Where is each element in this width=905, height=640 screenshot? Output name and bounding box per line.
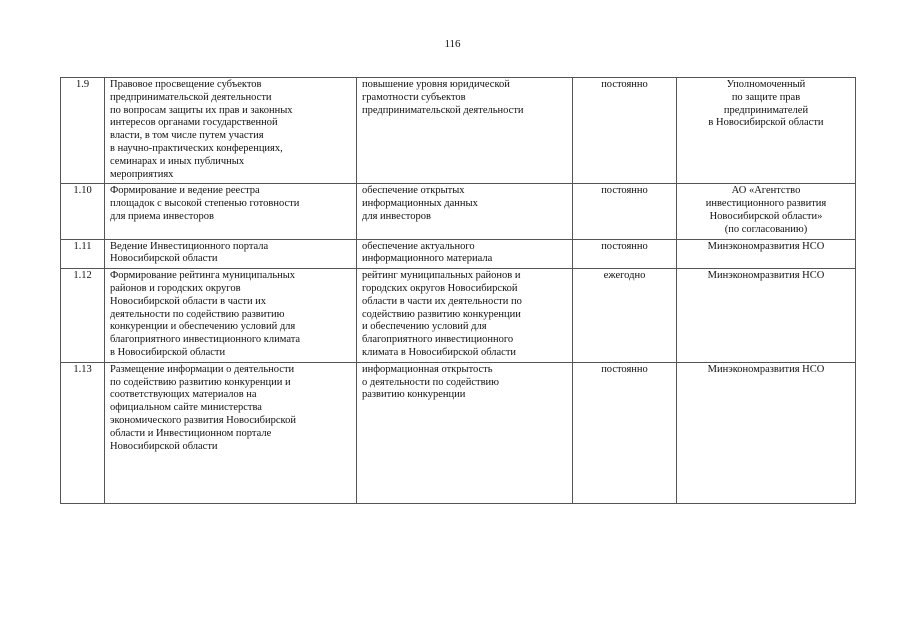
activity-cell: Ведение Инвестиционного портала Новосибирской области xyxy=(105,239,357,269)
result-cell: рейтинг муниципальных районов и городских округов Новосибирской области в части их деятельности по содействию развитию конкуренции и обеспечению условий для благоприятного инвестиционного климата в Новосибирской области xyxy=(357,269,573,363)
row-number: 1.13 xyxy=(61,362,105,503)
term-cell: постоянно xyxy=(573,184,677,239)
activity-cell: Размещение информации о деятельности по содействию развитию конкуренции и соответствующих материалов на официальном сайте министерства экономического развития Новосибирской области и Инвестиционном портале Новосибирской области xyxy=(105,362,357,503)
result-cell: обеспечение актуального информационного материала xyxy=(357,239,573,269)
row-number: 1.10 xyxy=(61,184,105,239)
activity-cell: Формирование и ведение реестра площадок с высокой степенью готовности для приема инвесторов xyxy=(105,184,357,239)
activity-cell: Формирование рейтинга муниципальных районов и городских округов Новосибирской области в части их деятельности по содействию развитию конкуренции и обеспечению условий для благоприятного инвестиционного климата в Новосибирской области xyxy=(105,269,357,363)
responsible-cell: Уполномоченный по защите прав предпринимателей в Новосибирской области xyxy=(677,78,856,184)
activity-cell: Правовое просвещение субъектов предпринимательской деятельности по вопросам защиты их прав и законных интересов органами государственной власти, в том числе путем участия в научно-практических конференциях, семинарах и иных публичных мероприятиях xyxy=(105,78,357,184)
result-cell: повышение уровня юридической грамотности субъектов предпринимательской деятельности xyxy=(357,78,573,184)
row-number: 1.11 xyxy=(61,239,105,269)
term-cell: постоянно xyxy=(573,239,677,269)
table-row xyxy=(61,184,856,239)
table-row xyxy=(61,269,856,363)
responsible-cell: Минэкономразвития НСО xyxy=(677,362,856,503)
table-row xyxy=(61,362,856,503)
table-row xyxy=(61,239,856,269)
responsible-cell: Минэкономразвития НСО xyxy=(677,239,856,269)
row-number: 1.9 xyxy=(61,78,105,184)
responsible-cell: Минэкономразвития НСО xyxy=(677,269,856,363)
measures-table xyxy=(60,77,856,504)
page-number: 116 xyxy=(444,38,461,50)
term-cell: постоянно xyxy=(573,78,677,184)
term-cell: ежегодно xyxy=(573,269,677,363)
term-cell: постоянно xyxy=(573,362,677,503)
result-cell: информационная открытость о деятельности по содействию развитию конкуренции xyxy=(357,362,573,503)
result-cell: обеспечение открытых информационных данных для инвесторов xyxy=(357,184,573,239)
row-number: 1.12 xyxy=(61,269,105,363)
table-row xyxy=(61,78,856,184)
responsible-cell: АО «Агентство инвестиционного развития Новосибирской области» (по согласованию) xyxy=(677,184,856,239)
